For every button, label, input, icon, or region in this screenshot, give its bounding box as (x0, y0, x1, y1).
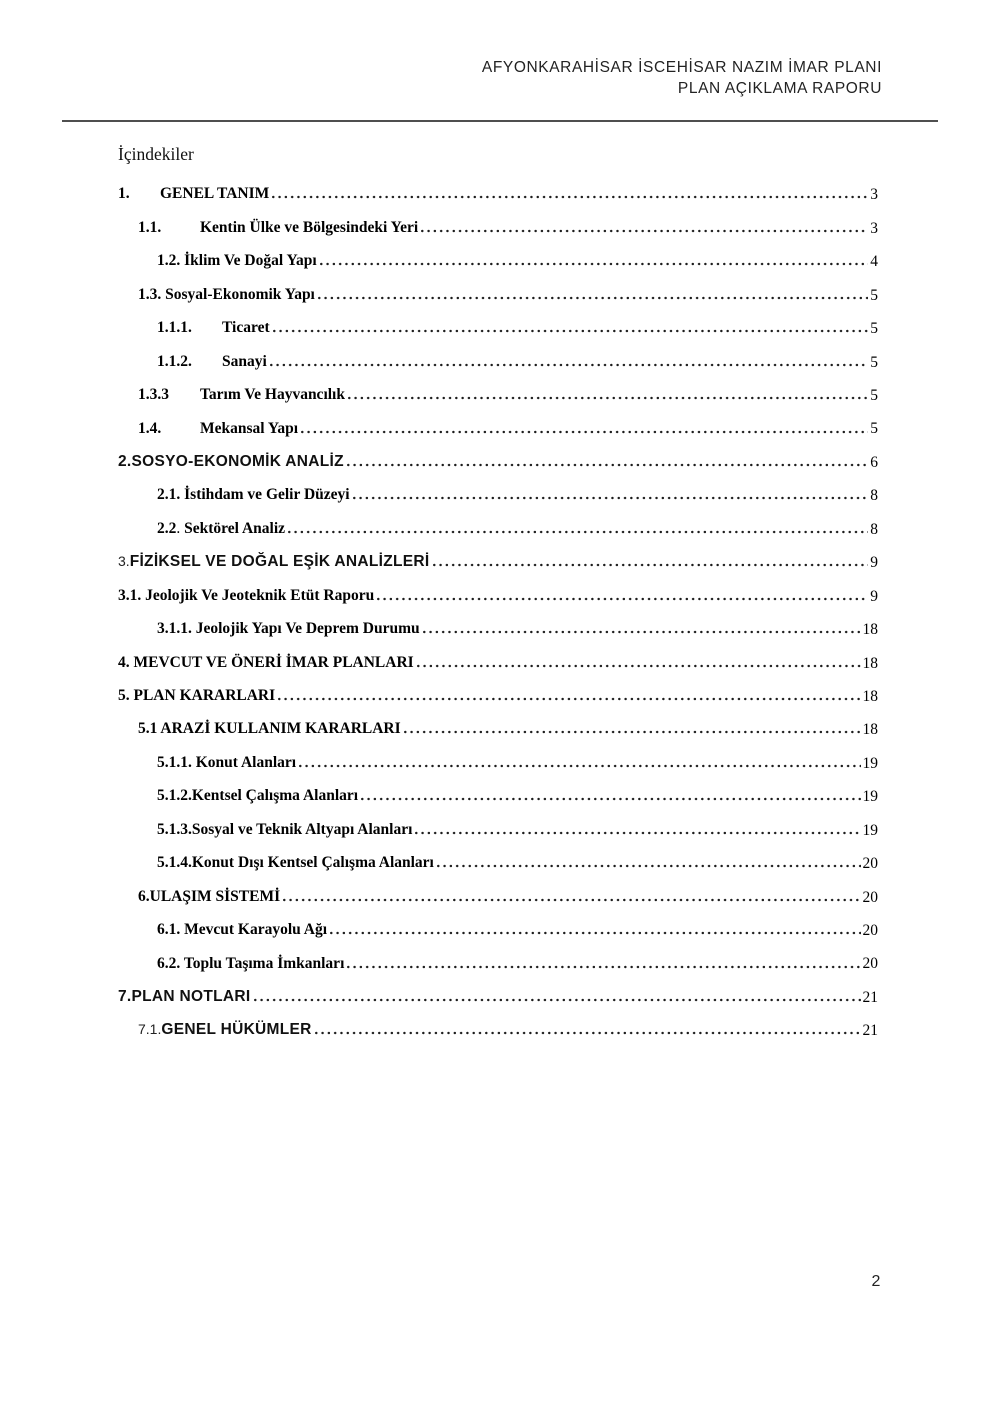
toc-page-number: 8 (870, 520, 878, 538)
toc-entry-text: 6.1. Mevcut Karayolu Ağı (157, 921, 328, 939)
toc-entry (118, 170, 878, 203)
toc-entry-text: 5.1 ARAZİ KULLANIM KARARLARI (138, 720, 401, 738)
toc-entry-text: 1.1.2. (157, 352, 192, 370)
toc-entry (118, 538, 878, 571)
toc-entry-label (157, 821, 412, 839)
toc-entry (118, 337, 878, 370)
toc-dot-leader (433, 562, 869, 568)
toc-page-number: 19 (862, 788, 878, 806)
toc-entry-label (157, 754, 296, 772)
header-divider-line (62, 120, 938, 122)
toc-entry-label (118, 185, 269, 203)
toc-dot-leader (330, 930, 860, 936)
toc-page-number: 18 (862, 654, 878, 672)
table-of-contents (118, 170, 878, 1039)
toc-entry-label (118, 687, 275, 705)
toc-entry-text: 7.1. (138, 1021, 162, 1038)
report-header-line2: PLAN AÇIKLAMA RAPORU (677, 80, 882, 97)
toc-entry-text: 1.1.1. (157, 319, 192, 337)
toc-entry-text: GENEL TANIM (160, 185, 270, 203)
toc-entry (118, 872, 878, 905)
toc-page-number: 3 (870, 219, 878, 237)
toc-dot-leader (361, 796, 860, 802)
toc-entry-label (157, 353, 267, 371)
toc-dot-leader (347, 964, 860, 970)
toc-entry-text: 5.1.4.Konut Dışı Kentsel Çalışma Alanları (157, 854, 434, 872)
toc-page-number: 18 (862, 687, 878, 705)
toc-entry-label (157, 854, 434, 872)
toc-dot-leader (315, 1030, 861, 1036)
toc-entry-label (138, 286, 315, 304)
toc-page-number: 19 (862, 821, 878, 839)
toc-entry (118, 203, 878, 236)
toc-dot-leader (417, 663, 861, 669)
toc-entry-text: 2.1. İstihdam ve Gelir Düzeyi (157, 486, 350, 504)
toc-entry (118, 504, 878, 537)
toc-entry-label (157, 620, 420, 638)
toc-entry-label (118, 587, 374, 605)
toc-entry-label (138, 1021, 312, 1039)
toc-page-number: 20 (862, 955, 878, 973)
toc-entry (118, 237, 878, 270)
toc-dot-leader (423, 629, 861, 635)
toc-dot-leader (272, 194, 868, 200)
toc-page-number: 18 (862, 621, 878, 639)
toc-dot-leader (437, 863, 861, 869)
toc-dot-leader (320, 261, 869, 267)
toc-heading: İçindekiler (118, 144, 194, 164)
toc-entry (118, 304, 878, 337)
toc-entry-text: 6.ULAŞIM SİSTEMİ (138, 887, 281, 905)
toc-entry-text: 1.1. (138, 218, 162, 236)
toc-entry-label (157, 252, 317, 270)
toc-page-number: 21 (862, 988, 878, 1006)
toc-entry (118, 605, 878, 638)
toc-entry-label (138, 720, 401, 738)
toc-entry-label (138, 386, 345, 404)
toc-page-number: 6 (870, 453, 878, 471)
toc-entry (118, 1006, 878, 1039)
toc-entry (118, 638, 878, 671)
toc-entry-text: FİZİKSEL VE DOĞAL EŞİK ANALİZLERİ (129, 553, 430, 571)
toc-entry-text: 7.PLAN NOTLARI (118, 987, 251, 1005)
toc-entry (118, 672, 878, 705)
toc-page-number: 5 (870, 353, 878, 371)
toc-page-number: 20 (862, 888, 878, 906)
toc-entry-label (138, 888, 280, 906)
toc-entry (118, 906, 878, 939)
toc-page-number: 5 (870, 420, 878, 438)
toc-entry-text: 4. MEVCUT VE ÖNERİ İMAR PLANLARI (118, 653, 414, 671)
toc-dot-leader (415, 830, 860, 836)
toc-entry-text: Sanayi (222, 352, 267, 370)
toc-dot-leader (347, 462, 868, 468)
toc-entry (118, 371, 878, 404)
toc-entry-text: 3.1.1. Jeolojik Yapı Ve Deprem Durumu (157, 620, 420, 638)
toc-dot-leader (254, 997, 861, 1003)
toc-page-number: 19 (862, 754, 878, 772)
toc-entry-label (118, 988, 251, 1006)
toc-entry-text: 5.1.3.Sosyal ve Teknik Altyapı Alanları (157, 820, 413, 838)
toc-page-number: 9 (870, 554, 878, 572)
toc-entry-label (138, 420, 298, 438)
toc-entry-text: 1.3.3 (138, 386, 169, 404)
toc-entry-label (157, 319, 270, 337)
report-header (482, 57, 882, 99)
toc-page-number: 20 (862, 922, 878, 940)
toc-page-number: 20 (862, 855, 878, 873)
toc-entry-text: 2.SOSYO-EKONOMİK ANALİZ (118, 452, 344, 470)
toc-page-number: 3 (870, 186, 878, 204)
toc-entry-text: Tarım Ve Hayvancılık (200, 386, 345, 404)
toc-dot-leader (288, 529, 868, 535)
report-header-line1: AFYONKARAHİSAR İSCEHİSAR NAZIM İMAR PLANI (481, 59, 882, 76)
toc-entry-label (157, 486, 350, 504)
toc-entry-text: 1.3. Sosyal-Ekonomik Yapı (138, 285, 315, 303)
toc-entry-text: 2.2 (157, 519, 177, 537)
toc-dot-leader (353, 495, 869, 501)
toc-entry-text: 1. (118, 185, 130, 203)
toc-dot-leader (299, 763, 860, 769)
toc-entry-label (157, 520, 285, 538)
footer-page-number: 2 (871, 1273, 881, 1290)
toc-entry-text: Kentin Ülke ve Bölgesindeki Yeri (200, 218, 419, 236)
toc-dot-leader (278, 696, 860, 702)
toc-page-number: 21 (862, 1022, 878, 1040)
toc-entry-label (118, 553, 430, 571)
toc-entry-label (138, 219, 418, 237)
toc-entry-label (118, 654, 414, 672)
toc-dot-leader (273, 328, 869, 334)
toc-entry (118, 839, 878, 872)
toc-page-number: 5 (870, 320, 878, 338)
toc-page-number: 4 (870, 253, 878, 271)
toc-entry-label (157, 921, 327, 939)
toc-page-number: 9 (870, 587, 878, 605)
toc-entry-text: Ticaret (222, 319, 270, 337)
toc-entry-label (157, 955, 344, 973)
toc-entry (118, 738, 878, 771)
toc-entry (118, 438, 878, 471)
toc-entry (118, 805, 878, 838)
toc-entry-text: GENEL HÜKÜMLER (161, 1021, 312, 1039)
toc-page-number: 5 (870, 286, 878, 304)
toc-entry-text: 3. (118, 553, 130, 570)
toc-entry-text: Sektörel Analiz (184, 519, 286, 537)
toc-page-number: 5 (870, 387, 878, 405)
toc-dot-leader (348, 395, 868, 401)
toc-dot-leader (283, 897, 860, 903)
toc-entry (118, 270, 878, 303)
toc-entry-text: 5.1.2.Kentsel Çalışma Alanları (157, 787, 359, 805)
toc-entry (118, 939, 878, 972)
toc-entry-text: Mekansal Yapı (200, 419, 299, 437)
toc-entry (118, 471, 878, 504)
toc-dot-leader (318, 295, 868, 301)
toc-entry (118, 404, 878, 437)
toc-entry-text: 1.4. (138, 419, 162, 437)
toc-entry (118, 973, 878, 1006)
toc-dot-leader (377, 596, 868, 602)
toc-entry (118, 571, 878, 604)
toc-entry-text: 5.1.1. Konut Alanları (157, 753, 297, 771)
toc-dot-leader (421, 228, 868, 234)
toc-dot-leader (404, 729, 861, 735)
toc-entry-text: 6.2. Toplu Taşıma İmkanları (157, 954, 345, 972)
toc-entry-text: 1.2. İklim Ve Doğal Yapı (157, 252, 317, 270)
toc-entry-label (157, 787, 358, 805)
toc-entry-text: 5. PLAN KARARLARI (118, 687, 276, 704)
toc-entry (118, 705, 878, 738)
toc-dot-leader (270, 362, 868, 368)
toc-page-number: 18 (862, 721, 878, 739)
toc-page-number: 8 (870, 487, 878, 505)
toc-entry-text: 3.1. Jeolojik Ve Jeoteknik Etüt Raporu (118, 586, 375, 604)
toc-entry (118, 772, 878, 805)
toc-entry-text: . (176, 519, 185, 537)
toc-dot-leader (301, 429, 868, 435)
toc-entry-label (118, 453, 344, 471)
